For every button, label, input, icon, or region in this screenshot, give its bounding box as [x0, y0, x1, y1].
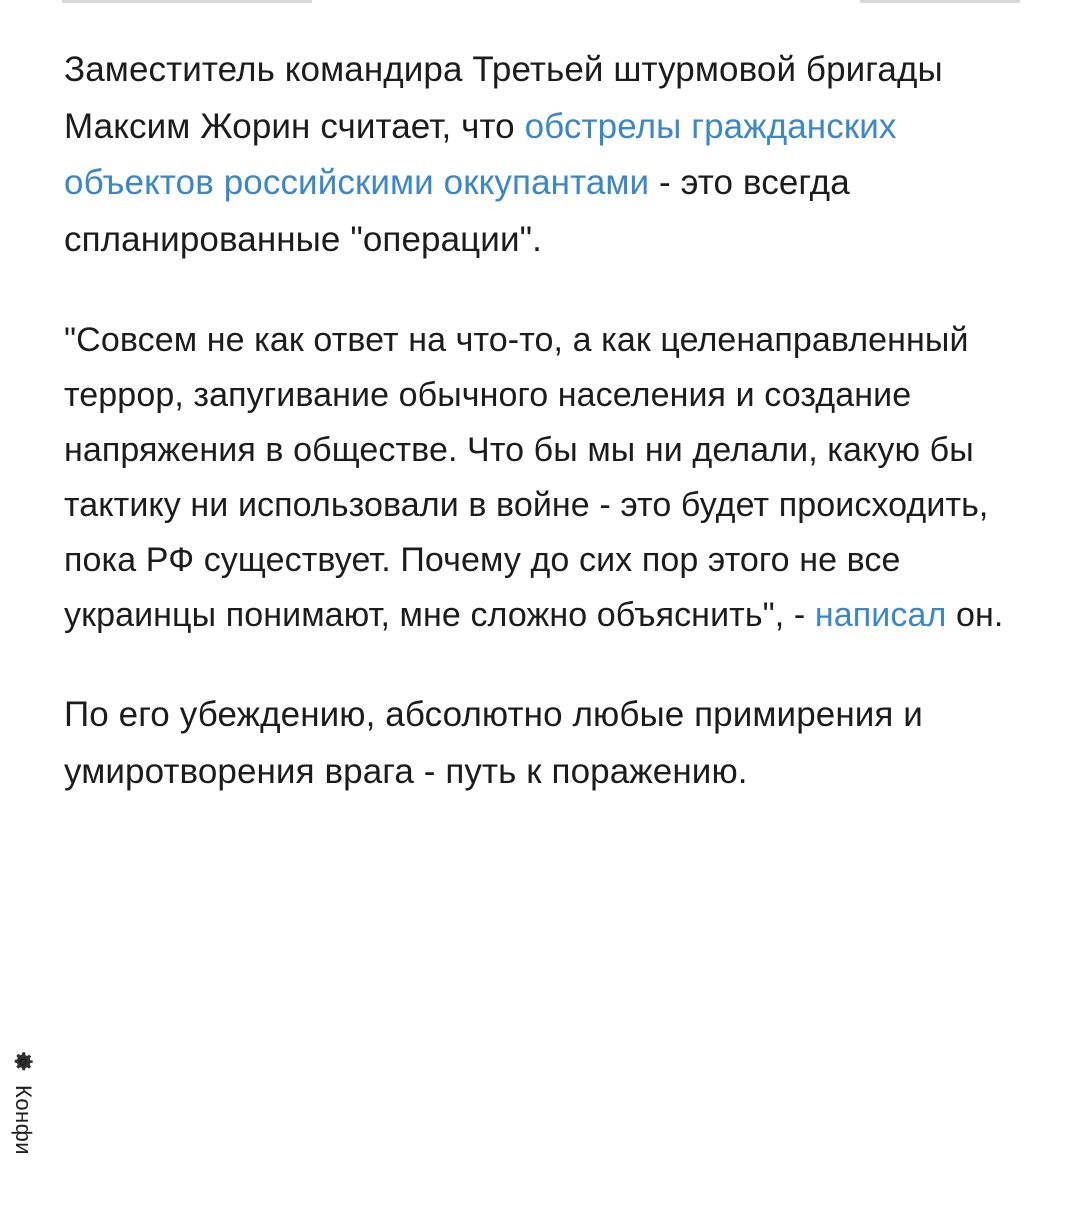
paragraph-text: По его убеждению, абсолютно любые примирения и умиротворения врага - путь к поражению. [64, 695, 923, 791]
article-body [64, 42, 1016, 801]
cookie-settings-label: Конфи [11, 1085, 36, 1156]
inline-link[interactable]: написал [814, 596, 947, 635]
paragraph-3 [64, 687, 1016, 800]
paragraph-text: "Совсем не как ответ на что-то, а как целенаправленный террор, запугивание обычного населения и создание напряжения в обществе. Что бы мы ни делали, какую бы тактику ни использовали в войне - это будет происходить, пока РФ существует. Почему до сих пор этого не все украинцы понимают, мне сложно объяснить", - [64, 320, 989, 635]
cookie-settings-tab[interactable] [0, 1041, 46, 1231]
paragraph-2 [64, 313, 1016, 643]
gear-icon [10, 1049, 36, 1075]
top-divider-left [62, 0, 312, 3]
paragraph-text: - это всегда спланированные "операции". [64, 163, 850, 260]
inline-link[interactable]: обстрелы гражданских объектов российскими оккупантами [64, 106, 897, 203]
paragraph-text: Заместитель командира Третьей штурмовой бригады Максим Жорин считает, что [64, 50, 943, 146]
top-divider-right [860, 0, 1020, 3]
paragraph-text: он. [946, 596, 1004, 635]
paragraph-1 [64, 42, 1016, 269]
